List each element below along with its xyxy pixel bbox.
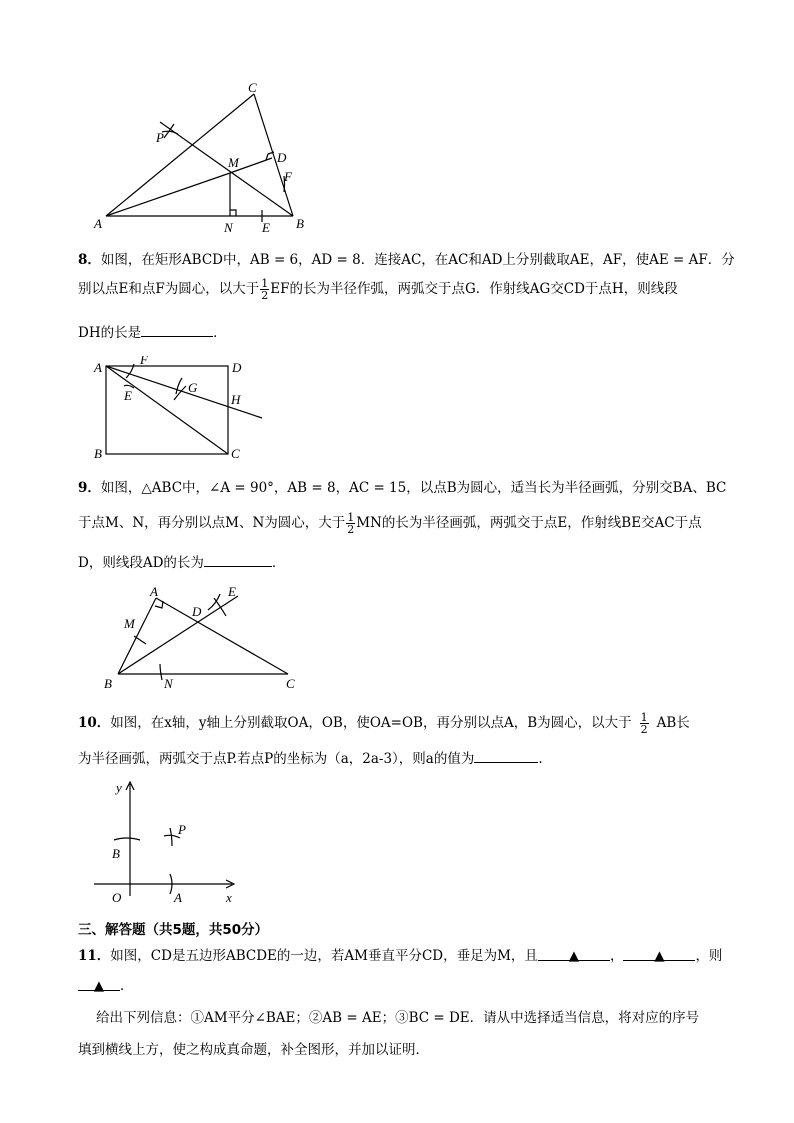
q10-line1 [78, 712, 690, 735]
label-o: O [112, 890, 122, 905]
side-bc [254, 94, 293, 216]
label-p: P [156, 130, 164, 145]
q8-frac-den: 2 [261, 289, 269, 302]
label-e: E [124, 388, 132, 403]
label-x: x [226, 890, 232, 905]
q8-fraction [260, 278, 269, 301]
label-d: D [192, 604, 202, 619]
q9-line2 [78, 512, 702, 535]
q8-text-2a: 别以点E和点F为圆心，以大于 [78, 281, 260, 297]
q11-blank-1[interactable] [538, 946, 610, 964]
label-e: E [228, 584, 236, 599]
q8-answer-blank[interactable] [141, 322, 213, 337]
q9-text-1: 如图，△ABC中，∠A = 90°，AB = 8，AC = 15，以点B为圆心，适当长为半径画弧，分别交BA、BC [100, 480, 727, 496]
q10-text-1a: 如图，在x轴，y轴上分别截取OA，OB，使OA=OB，再分别以点A，B为圆心，以大于 [110, 715, 632, 731]
q10-answer-blank[interactable] [474, 748, 538, 763]
q10-text-1b: AB长 [656, 715, 690, 731]
q10-number: 10． [78, 715, 111, 731]
q11-then: ，则 [695, 948, 723, 964]
section-3-title: 三、解答题（共5题，共50分） [78, 922, 269, 938]
q11-blank-2-mark: ▲ [654, 948, 665, 964]
figure-q7 [90, 80, 320, 240]
label-a: A [150, 584, 158, 599]
label-f: F [140, 356, 148, 367]
figure-q9 [98, 582, 308, 692]
label-a: A [174, 890, 182, 905]
q8-text-3: DH的长是 [78, 325, 142, 341]
label-e: E [262, 220, 270, 235]
q11-blank-1-mark: ▲ [568, 948, 580, 964]
q9-fraction [346, 512, 355, 535]
figure-q8 [90, 356, 270, 464]
q10-frac-num: 1 [640, 711, 648, 724]
label-n: N [164, 676, 173, 691]
label-n: N [224, 220, 233, 235]
label-b: B [94, 446, 102, 461]
q10-frac-den: 2 [640, 723, 648, 736]
label-a: A [94, 360, 102, 375]
q11-blank-2[interactable] [623, 946, 695, 964]
q10-text-2: 为半径画弧，两弧交于点P.若点P的坐标为（a，2a-3），则a的值为 [78, 751, 475, 767]
perp-bisector [160, 122, 293, 216]
label-c: C [286, 676, 295, 691]
label-h: H [231, 392, 241, 407]
q8-line1 [78, 250, 735, 270]
q11-line3 [96, 1008, 699, 1028]
label-f: F [284, 169, 292, 184]
label-c: C [231, 446, 240, 461]
q11-blank-3[interactable] [78, 976, 120, 994]
q11-text-3: 给出下列信息：①AM平分∠BAE；②AB = AE；③BC = DE．请从中选择适当信息，将对应的序号 [96, 1010, 700, 1026]
q8-line3 [78, 322, 227, 343]
q9-text-3-end: ． [271, 555, 286, 571]
label-m: M [228, 155, 239, 170]
label-b: B [104, 676, 112, 691]
label-a: A [94, 216, 102, 231]
q11-end: ． [120, 978, 134, 994]
q9-line3 [78, 552, 285, 573]
q9-answer-blank[interactable] [204, 552, 272, 567]
label-m: M [124, 616, 135, 631]
q9-text-2b: MN的长为半径画弧，两弧交于点E，作射线BE交AC于点 [356, 515, 702, 531]
q11-number: 11． [78, 948, 111, 964]
q11-line1 [78, 946, 722, 966]
figure-q10 [92, 778, 252, 908]
q11-line4 [78, 1040, 429, 1060]
q8-number: 8． [78, 252, 101, 268]
segment-am [106, 173, 230, 216]
q11-text-1: 如图，CD是五边形ABCDE的一边，若AM垂直平分CD，垂足为M，且 [110, 948, 538, 964]
q8-text-1: 如图，在矩形ABCD中，AB = 6，AD = 8．连接AC，在AC和AD上分别截取AE，AF，使AE = AF．分 [100, 252, 735, 268]
q8-text-3-end: ． [213, 325, 227, 341]
q10-text-2-end: . [538, 751, 543, 767]
q9-line1 [78, 478, 726, 498]
q9-frac-den: 2 [347, 523, 355, 536]
q8-text-2b: EF的长为半径作弧，两弧交于点G．作射线AG交CD于点H，则线段 [270, 281, 678, 297]
q11-text-4: 填到横线上方，使之构成真命题，补全图形，并加以证明． [78, 1042, 429, 1058]
q11-comma: ， [609, 948, 624, 964]
q9-text-3: D，则线段AD的长为 [78, 555, 204, 571]
diagonal-ac [106, 366, 228, 454]
q10-fraction [640, 712, 649, 735]
side-ab [118, 598, 156, 674]
label-d: D [277, 150, 287, 165]
q10-line2 [78, 748, 543, 769]
label-b: B [112, 846, 120, 861]
q8-frac-num: 1 [261, 277, 269, 290]
q11-line2 [78, 976, 134, 996]
q9-frac-num: 1 [347, 511, 355, 524]
label-c: C [248, 80, 257, 95]
q9-text-2a: 于点M、N，再分别以点M、N为圆心，大于 [78, 515, 346, 531]
q9-number: 9． [78, 480, 101, 496]
q11-blank-3-mark: ▲ [93, 978, 105, 994]
label-d: D [232, 360, 242, 375]
label-y: y [116, 780, 122, 795]
label-b: B [296, 216, 304, 231]
label-g: G [188, 380, 198, 395]
q8-line2 [78, 278, 678, 301]
label-p: P [178, 822, 186, 837]
